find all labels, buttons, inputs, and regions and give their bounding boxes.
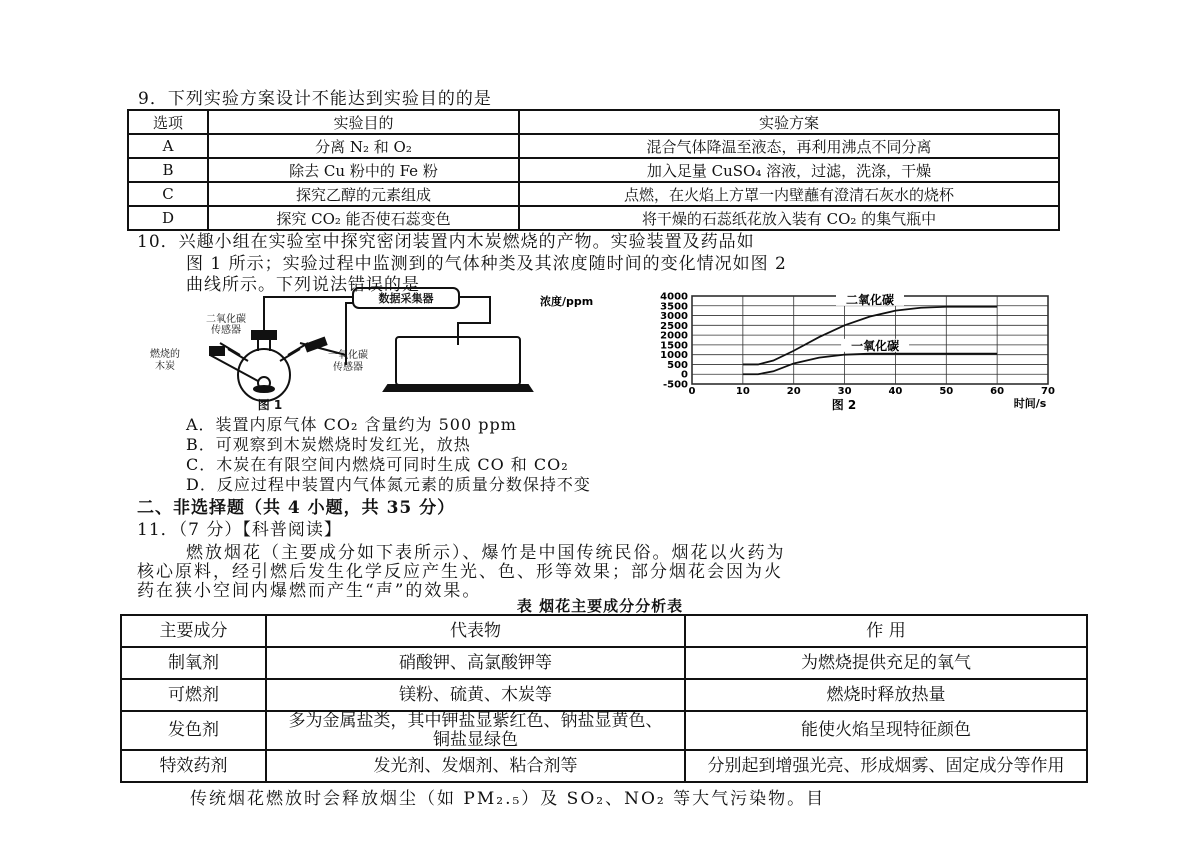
section-heading: 二、非选择题（共 4 小题，共 35 分） bbox=[137, 498, 456, 518]
table-row bbox=[128, 158, 1059, 182]
y-tick-label: 1000 bbox=[660, 350, 688, 362]
charcoal-label: 木炭 bbox=[155, 361, 175, 372]
y-tick-label: 2000 bbox=[660, 330, 688, 342]
q10-option-b: B．可观察到木炭燃烧时发红光，放热 bbox=[186, 435, 471, 454]
table-cell: 除去 Cu 粉中的 Fe 粉 bbox=[208, 158, 519, 182]
q11-paragraph-line: 燃放烟花（主要成分如下表所示）、爆竹是中国传统民俗。烟花以火药为 bbox=[186, 543, 786, 563]
table-cell: 混合气体降温至液态，再利用沸点不同分离 bbox=[519, 134, 1059, 158]
y-tick-label: 2500 bbox=[660, 320, 688, 332]
table-cell: 发色剂 bbox=[121, 711, 266, 750]
x-tick-label: 20 bbox=[786, 386, 801, 397]
series-label: 二氧化碳 bbox=[845, 292, 895, 307]
x-tick-label: 10 bbox=[735, 386, 750, 397]
chart-xlabel: 时间/s bbox=[1013, 397, 1047, 410]
laptop-base bbox=[384, 385, 532, 391]
table-cell: 探究乙醇的元素组成 bbox=[208, 182, 519, 206]
y-tick-label: 4000 bbox=[660, 291, 688, 303]
q11-stem: 11．（7 分）【科普阅读】 bbox=[137, 520, 342, 540]
table-cell: 硝酸钾、高氯酸钾等 bbox=[266, 647, 685, 679]
table-cell: C bbox=[128, 182, 208, 206]
table-cell: 多为金属盐类，其中钾盐显紫红色、钠盐显黄色、铜盐显绿色 bbox=[266, 711, 685, 750]
q9-stem: 9．下列实验方案设计不能达到实验目的的是 bbox=[138, 89, 492, 109]
y-tick-label: 3500 bbox=[660, 301, 688, 313]
table-cell: 能使火焰呈现特征颜色 bbox=[685, 711, 1087, 750]
table-row bbox=[121, 679, 1087, 711]
table-row bbox=[121, 647, 1087, 679]
table-row bbox=[121, 711, 1087, 750]
collector-label: 数据采集器 bbox=[378, 292, 434, 305]
chart-title: 图 2 bbox=[831, 398, 857, 412]
co2-sensor-label: 二氧化碳 bbox=[206, 314, 246, 325]
table-header-row bbox=[121, 615, 1087, 647]
co-sensor-label: 传感器 bbox=[333, 362, 363, 373]
table-cell: 探究 CO₂ 能否使石蕊变色 bbox=[208, 206, 519, 230]
q10-option-a: A．装置内原气体 CO₂ 含量约为 500 ppm bbox=[186, 415, 517, 434]
header-cell: 选项 bbox=[128, 110, 208, 134]
q11-paragraph-line: 药在狭小空间内爆燃而产生“声”的效果。 bbox=[137, 581, 482, 601]
y-tick-label: 500 bbox=[667, 359, 688, 371]
x-tick-label: 0 bbox=[688, 386, 696, 397]
table-cell: 燃烧时释放热量 bbox=[685, 679, 1087, 711]
header-cell: 主要成分 bbox=[121, 615, 266, 647]
q10-stem-line: 曲线所示。下列说法错误的是 bbox=[186, 275, 420, 295]
header-cell: 实验方案 bbox=[519, 110, 1059, 134]
x-tick-label: 70 bbox=[1041, 386, 1055, 397]
table-cell: 发光剂、发烟剂、粘合剂等 bbox=[266, 750, 685, 782]
table-cell: 点燃，在火焰上方罩一内壁蘸有澄清石灰水的烧杯 bbox=[519, 182, 1059, 206]
co-sensor-label: 一氧化碳 bbox=[328, 350, 368, 361]
table-cell: 可燃剂 bbox=[121, 679, 266, 711]
concentration-chart bbox=[540, 288, 1060, 412]
table-cell: 分别起到增强光亮、形成烟雾、固定成分等作用 bbox=[685, 750, 1087, 782]
charcoal-label: 燃烧的 bbox=[150, 349, 180, 360]
table-row bbox=[128, 134, 1059, 158]
y-tick-label: 0 bbox=[681, 369, 688, 381]
table-cell: 将干燥的石蕊纸花放入装有 CO₂ 的集气瓶中 bbox=[519, 206, 1059, 230]
table-row bbox=[128, 182, 1059, 206]
chart-ylabel: 浓度/ppm bbox=[540, 295, 594, 308]
co2-sensor-label: 传感器 bbox=[211, 325, 241, 336]
q10-stem-line: 10．兴趣小组在实验室中探究密闭装置内木炭燃烧的产物。实验装置及药品如 bbox=[137, 232, 755, 252]
q10-stem-line: 图 1 所示；实验过程中监测到的气体种类及其浓度随时间的变化情况如图 2 bbox=[186, 254, 787, 274]
x-tick-label: 30 bbox=[837, 386, 852, 397]
figure1-caption: 图 1 bbox=[257, 398, 283, 412]
q9-table bbox=[127, 109, 1060, 231]
q10-option-c: C．木炭在有限空间内燃烧可同时生成 CO 和 CO₂ bbox=[186, 455, 569, 474]
q11-paragraph-line: 核心原料，经引燃后发生化学反应产生光、色、形等效果；部分烟花会因为火 bbox=[137, 562, 783, 582]
table-row bbox=[121, 750, 1087, 782]
y-tick-label: 1500 bbox=[660, 340, 688, 352]
co2-sensor bbox=[252, 331, 276, 339]
apparatus-figure bbox=[140, 285, 540, 413]
header-cell: 实验目的 bbox=[208, 110, 519, 134]
y-tick-label: -500 bbox=[662, 379, 688, 391]
fireworks-table bbox=[120, 614, 1088, 783]
table-cell: 特效药剂 bbox=[121, 750, 266, 782]
table-cell: 制氧剂 bbox=[121, 647, 266, 679]
table-title: 表 烟花主要成分分析表 bbox=[516, 597, 684, 615]
header-cell: 代表物 bbox=[266, 615, 685, 647]
q10-option-d: D．反应过程中装置内气体氮元素的质量分数保持不变 bbox=[186, 475, 591, 494]
x-tick-label: 50 bbox=[939, 386, 954, 397]
table-cell: 加入足量 CuSO₄ 溶液，过滤，洗涤，干燥 bbox=[519, 158, 1059, 182]
series-label: 一氧化碳 bbox=[851, 338, 900, 353]
header-cell: 作 用 bbox=[685, 615, 1087, 647]
x-tick-label: 40 bbox=[888, 386, 903, 397]
table-cell: 分离 N₂ 和 O₂ bbox=[208, 134, 519, 158]
table-cell: 为燃烧提供充足的氧气 bbox=[685, 647, 1087, 679]
table-cell: D bbox=[128, 206, 208, 230]
table-cell: B bbox=[128, 158, 208, 182]
y-tick-label: 3000 bbox=[660, 311, 688, 323]
x-tick-label: 60 bbox=[990, 386, 1005, 397]
table-cell: 镁粉、硫黄、木炭等 bbox=[266, 679, 685, 711]
table-header-row bbox=[128, 110, 1059, 134]
table-cell: A bbox=[128, 134, 208, 158]
q11-last-line: 传统烟花燃放时会释放烟尘（如 PM₂.₅）及 SO₂、NO₂ 等大气污染物。目 bbox=[190, 789, 826, 809]
